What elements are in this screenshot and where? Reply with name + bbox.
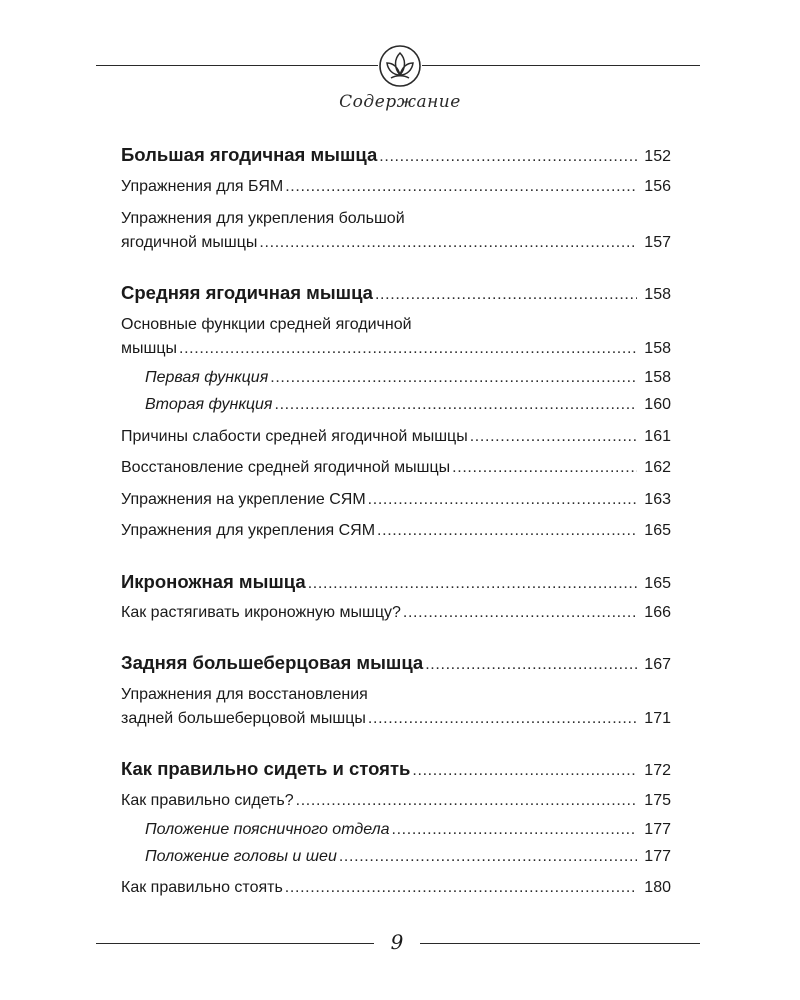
toc-page-number: 156 xyxy=(644,178,671,195)
dot-leader xyxy=(368,488,637,512)
toc-entry-title: Причины слабости средней ягодичной мышцы xyxy=(121,428,468,445)
toc-section-entry[interactable] xyxy=(121,313,671,361)
toc-section-entry[interactable] xyxy=(121,789,671,813)
toc-subsection-entry[interactable] xyxy=(145,845,671,869)
toc-page-number: 161 xyxy=(644,428,671,445)
toc-entry-title: Как правильно стоять xyxy=(121,879,283,896)
dot-leader xyxy=(470,425,637,449)
dot-leader xyxy=(285,876,637,900)
toc-page-number: 177 xyxy=(644,821,671,838)
toc-entry-title: Большая ягодичная мышца xyxy=(121,144,378,165)
toc-page-number: 152 xyxy=(644,148,671,165)
dot-leader xyxy=(296,789,637,813)
toc-page-number: 157 xyxy=(644,234,671,251)
toc-page-number: 158 xyxy=(644,286,671,303)
toc-page-number: 177 xyxy=(644,848,671,865)
dot-leader xyxy=(425,653,637,677)
dot-leader xyxy=(274,393,637,417)
toc-entry-title-line: Основные функции средней ягодичной xyxy=(121,316,412,333)
toc-page-number: 171 xyxy=(644,710,671,727)
dot-leader xyxy=(379,145,637,169)
dot-leader xyxy=(391,818,637,842)
toc-entry-title: задней большеберцовой мышцы xyxy=(121,710,366,727)
toc-section-entry[interactable] xyxy=(121,488,671,512)
toc-page-number: 162 xyxy=(644,459,671,476)
toc-entry-title-line: Упражнения для восстановления xyxy=(121,686,368,703)
toc-page-number: 167 xyxy=(644,656,671,673)
toc-page-number: 160 xyxy=(644,396,671,413)
dot-leader xyxy=(270,366,637,390)
dot-leader xyxy=(412,759,637,783)
footer-rule-left xyxy=(96,943,374,944)
dot-leader xyxy=(285,175,637,199)
toc-entry-title: мышцы xyxy=(121,340,177,357)
toc-entry-title-line: Упражнения для укрепления большой xyxy=(121,210,405,227)
toc-entry-title: Средняя ягодичная мышца xyxy=(121,282,373,303)
toc-entry-title: Положение поясничного отдела xyxy=(145,821,390,838)
toc-entry-title: Как правильно сидеть и стоять xyxy=(121,758,411,779)
dot-leader xyxy=(339,845,637,869)
toc-chapter-entry[interactable] xyxy=(121,281,671,307)
toc-page-number: 166 xyxy=(644,604,671,621)
toc-page-number: 180 xyxy=(644,879,671,896)
dot-leader xyxy=(259,231,637,255)
dot-leader xyxy=(368,707,637,731)
toc-entry-title: ягодичной мышцы xyxy=(121,234,258,251)
footer-rule-right xyxy=(420,943,700,944)
toc-entry-title: Положение головы и шеи xyxy=(145,848,337,865)
toc-section-entry[interactable] xyxy=(121,425,671,449)
toc-subsection-entry[interactable] xyxy=(145,393,671,417)
toc-section-entry[interactable] xyxy=(121,601,671,625)
toc-page-number: 175 xyxy=(644,792,671,809)
toc-entry-title: Упражнения на укрепление СЯМ xyxy=(121,491,366,508)
dot-leader xyxy=(375,283,637,307)
dot-leader xyxy=(377,519,637,543)
toc-entry-title: Восстановление средней ягодичной мышцы xyxy=(121,459,451,476)
toc-section-entry[interactable] xyxy=(121,683,671,731)
toc-subsection-entry[interactable] xyxy=(145,366,671,390)
toc-entry-title: Как правильно сидеть? xyxy=(121,792,294,809)
toc-entry-title: Упражнения для укрепления СЯМ xyxy=(121,522,376,539)
toc-chapter-entry[interactable] xyxy=(121,570,671,596)
toc-chapter-entry[interactable] xyxy=(121,143,671,169)
toc-page-number: 165 xyxy=(644,522,671,539)
section-title: Содержание xyxy=(339,92,461,112)
dot-leader xyxy=(452,456,637,480)
toc-chapter-entry[interactable] xyxy=(121,757,671,783)
toc-entry-title: Задняя большеберцовая мышца xyxy=(121,652,424,673)
toc-entry-title: Первая функция xyxy=(145,369,269,386)
toc-section-entry[interactable] xyxy=(121,207,671,255)
toc-section-entry[interactable] xyxy=(121,175,671,199)
dot-leader xyxy=(308,572,637,596)
toc-page-number: 158 xyxy=(644,369,671,386)
toc-section-entry[interactable] xyxy=(121,456,671,480)
toc-section-entry[interactable] xyxy=(121,519,671,543)
toc-entry-title: Икроножная мышца xyxy=(121,571,306,592)
toc-chapter-entry[interactable] xyxy=(121,651,671,677)
toc-page-number: 163 xyxy=(644,491,671,508)
dot-leader xyxy=(403,601,637,625)
page-number: 9 xyxy=(390,930,404,954)
toc-section-entry[interactable] xyxy=(121,876,671,900)
toc-page-number: 158 xyxy=(644,340,671,357)
toc-entry-title: Упражнения для БЯМ xyxy=(121,178,284,195)
toc-page-number: 172 xyxy=(644,762,671,779)
toc-subsection-entry[interactable] xyxy=(145,818,671,842)
toc-entry-title: Как растягивать икроножную мышцу? xyxy=(121,604,401,621)
toc-entry-title: Вторая функция xyxy=(145,396,273,413)
toc-page-number: 165 xyxy=(644,575,671,592)
dot-leader xyxy=(179,337,637,361)
